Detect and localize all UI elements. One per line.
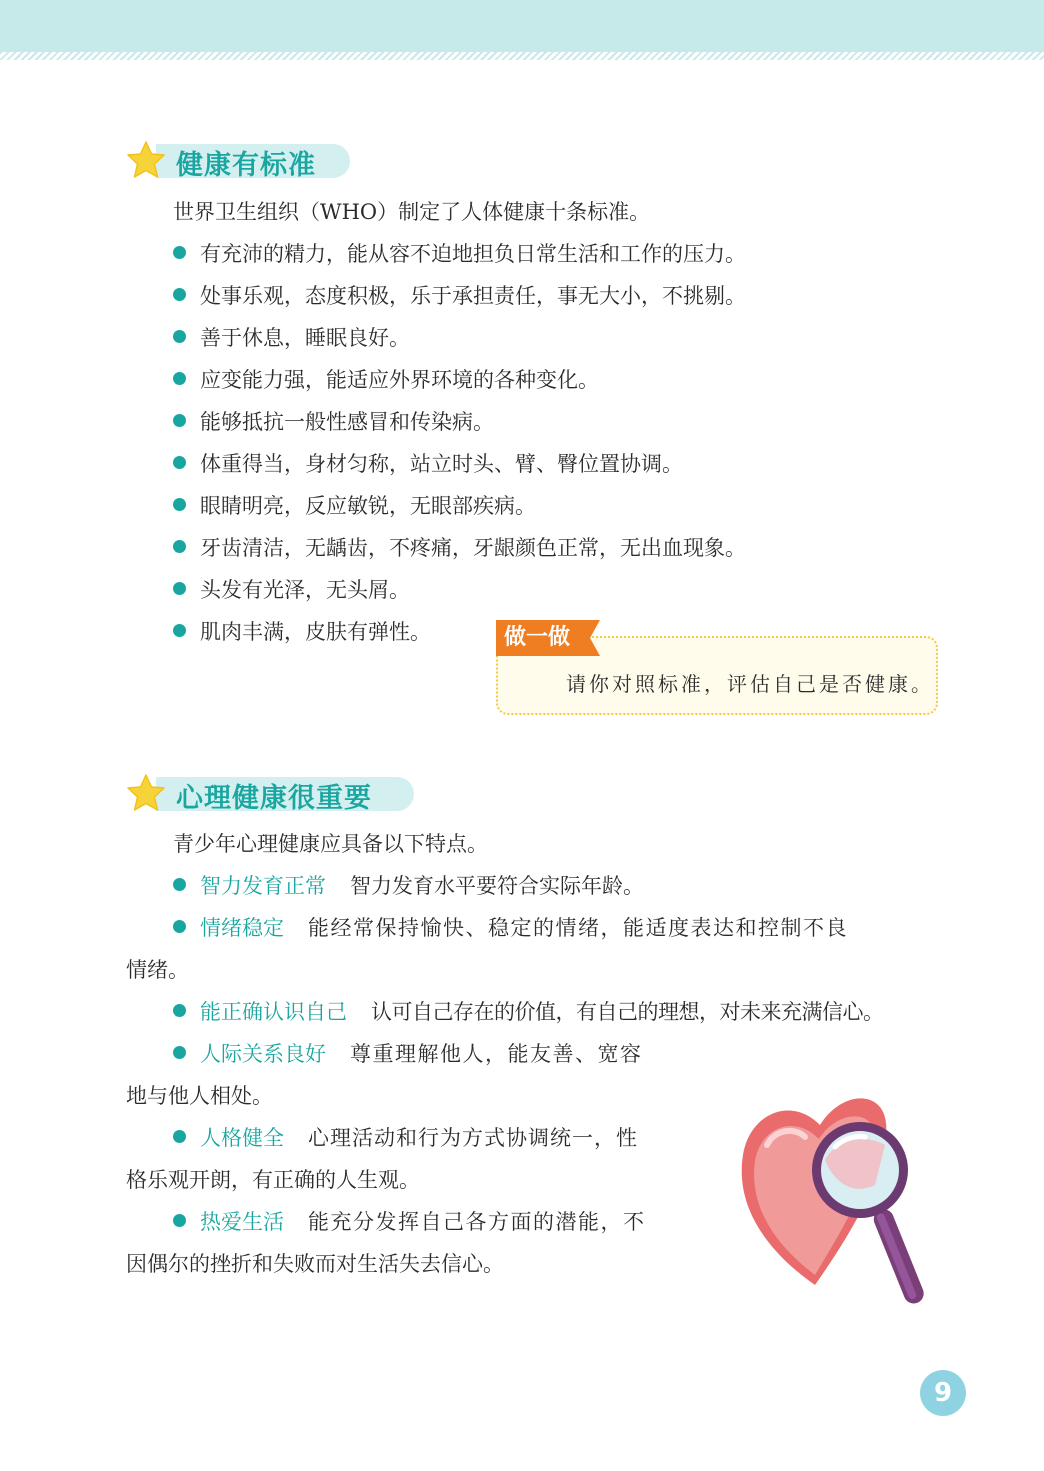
bullet-dot [173, 624, 186, 637]
list-item: 能够抵抗一般性感冒和传染病。 [173, 401, 494, 443]
list-item: 人格健全 心理活动和行为方式协调统一，性 [173, 1117, 638, 1159]
list-item: 眼睛明亮，反应敏锐，无眼部疾病。 [173, 485, 536, 527]
bullet-dot [173, 1130, 186, 1143]
list-item: 智力发育正常 智力发育水平要符合实际年龄。 [173, 865, 644, 907]
bullet-dot [173, 456, 186, 469]
bullet-dot [173, 330, 186, 343]
bullet-dot [173, 878, 186, 891]
star-icon [126, 140, 166, 180]
top-band [0, 0, 1044, 52]
list-item: 头发有光泽，无头屑。 [173, 569, 410, 611]
list-item-term: 情绪稳定 [200, 916, 284, 940]
star-icon [126, 773, 166, 813]
list-item: 处事乐观，态度积极，乐于承担责任，事无大小，不挑剔。 [173, 275, 746, 317]
list-item-term: 智力发育正常 [200, 874, 326, 898]
try-it-tag-notch [590, 620, 600, 656]
list-item-continuation: 情绪。 [126, 958, 189, 982]
list-item: 牙齿清洁，无龋齿，不疼痛，牙龈颜色正常，无出血现象。 [173, 527, 746, 569]
list-item: 善于休息，睡眠良好。 [173, 317, 410, 359]
list-item: 有充沛的精力，能从容不迫地担负日常生活和工作的压力。 [173, 233, 746, 275]
section-title: 心理健康很重要 [176, 783, 372, 814]
bullet-dot [173, 1214, 186, 1227]
bullet-dot [173, 1046, 186, 1059]
section-heading-mental-health [126, 773, 416, 813]
list-item-term: 人格健全 [200, 1126, 284, 1150]
list-item-continuation: 地与他人相处。 [126, 1084, 273, 1108]
bullet-dot [173, 414, 186, 427]
section-title: 健康有标准 [176, 150, 316, 181]
list-item: 肌肉丰满，皮肤有弹性。 [173, 611, 431, 653]
list-item: 情绪稳定 能经常保持愉快、稳定的情绪，能适度表达和控制不良 [173, 907, 848, 949]
list-item: 应变能力强，能适应外界环境的各种变化。 [173, 359, 599, 401]
list-item-term: 热爱生活 [200, 1210, 284, 1234]
list-item: 人际关系良好 尊重理解他人，能友善、宽容 [173, 1033, 643, 1075]
section1-intro: 世界卫生组织（WHO）制定了人体健康十条标准。 [173, 200, 651, 224]
list-item-term: 能正确认识自己 [200, 1000, 347, 1024]
list-item: 体重得当，身材匀称，站立时头、臂、臀位置协调。 [173, 443, 683, 485]
page-number: 9 [920, 1370, 966, 1416]
bullet-dot [173, 920, 186, 933]
bullet-dot [173, 288, 186, 301]
bullet-dot [173, 1004, 186, 1017]
bullet-dot [173, 498, 186, 511]
bullet-dot [173, 582, 186, 595]
list-item-continuation: 格乐观开朗，有正确的人生观。 [126, 1168, 420, 1192]
bullet-dot [173, 540, 186, 553]
try-it-tag: 做一做 [496, 620, 590, 656]
list-item: 能正确认识自己 认可自己存在的价值，有自己的理想，对未来充满信心。 [173, 991, 884, 1033]
bullet-dot [173, 246, 186, 259]
bullet-dot [173, 372, 186, 385]
list-item-continuation: 因偶尔的挫折和失败而对生活失去信心。 [126, 1252, 504, 1276]
try-it-text: 请你对照标准，评估自己是否健康。 [566, 672, 934, 696]
section-heading-health-standard [126, 140, 352, 180]
section2-intro: 青少年心理健康应具备以下特点。 [173, 832, 488, 856]
list-item: 热爱生活 能充分发挥自己各方面的潜能，不 [173, 1201, 646, 1243]
top-stripe [0, 52, 1044, 60]
list-item-term: 人际关系良好 [200, 1042, 326, 1066]
heart-magnifier-illustration [735, 1085, 935, 1315]
